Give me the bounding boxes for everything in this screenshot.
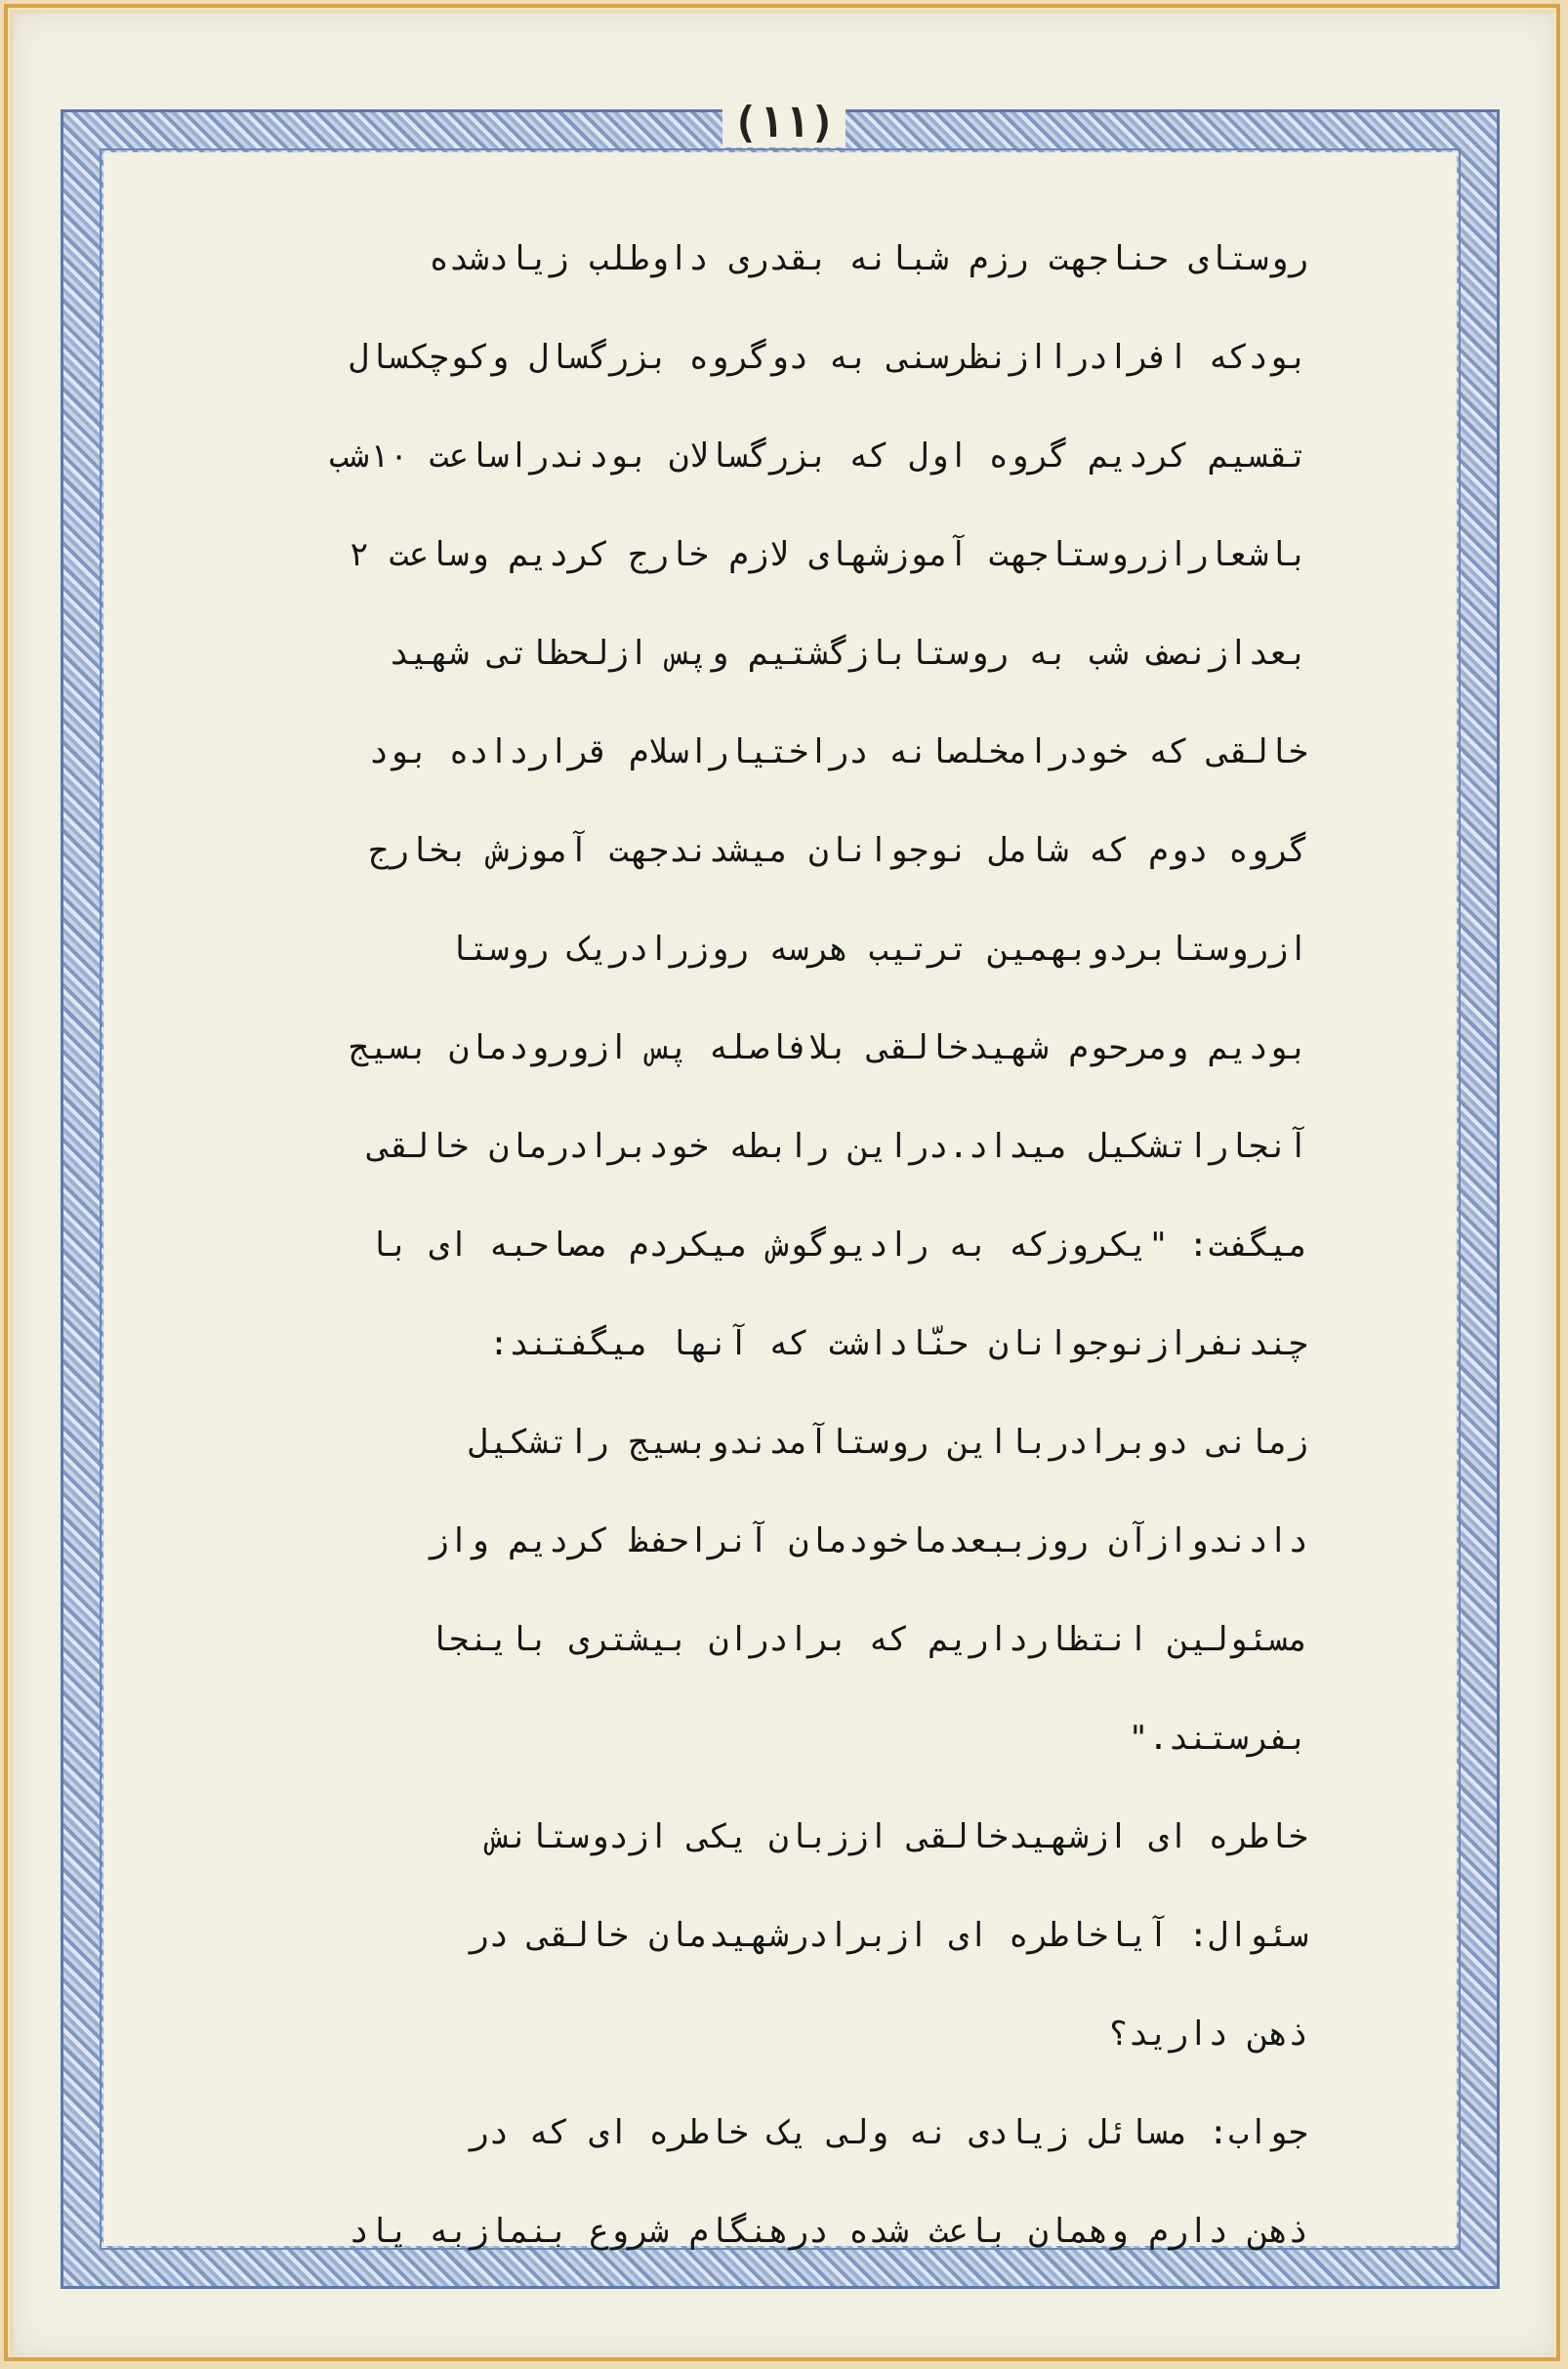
text-line: خالقی که خودرامخلصانه دراختیاراسلام قرارداده بود	[368, 732, 1308, 771]
text-line: ذهن دارم وهمان باعث شده درهنگام شروع بنمازبه یاد	[349, 2212, 1308, 2251]
text-line: بفرستند."	[1128, 1719, 1308, 1758]
text-line: ازروستابردوبهمین ترتیب هرسه روزرادریک روستا	[448, 930, 1308, 969]
body-text	[186, 210, 1308, 2251]
text-line: بودیم ومرحوم شهیدخالقی بلافاصله پس ازورودمان بسیج	[349, 1028, 1308, 1067]
section-heading: خاطره ای ازشهیدخالقی اززبان یکی ازدوستانش	[488, 1817, 1308, 1856]
text-line: زمانی دوبرادربااین روستاآمدندوبسیج راتشکیل	[469, 1423, 1308, 1462]
text-line: جواب: مسائل زیادی نه ولی یک خاطره ای که در	[469, 2113, 1308, 2152]
text-line: مسئولین انتظارداریم که برادران بیشتری باینجا	[429, 1620, 1308, 1659]
text-line: روستای حناجهت رزم شبانه بقدری داوطلب زیادشده	[429, 239, 1308, 278]
text-line: میگفت: "یکروزکه به رادیوگوش میکردم مصاحبه ای با	[368, 1226, 1308, 1265]
page-number	[0, 98, 1568, 147]
text-line: باشعارازروستاجهت آموزشهای لازم خارج کردیم وساعت ۲	[349, 535, 1308, 574]
text-line: بعدازنصف شب به روستابازگشتیم وپس ازلحظاتی شهید	[389, 634, 1308, 673]
text-line: چندنفرازنوجوانان حنّاداشت که آنها میگفتند:	[488, 1324, 1308, 1363]
text-line: بودکه افرادراازنظرسنی به دوگروه بزرگسال وکوچکسال	[349, 338, 1308, 377]
text-line: سئوال: آیاخاطره ای ازبرادرشهیدمان خالقی در	[469, 1916, 1308, 1955]
page-number-text: (۱۱)	[722, 98, 846, 147]
text-line: ذهن دارید؟	[1108, 2015, 1308, 2054]
text-line: آنجاراتشکیل میداد.دراین رابطه خودبرادرمان خالقی	[368, 1127, 1308, 1166]
text-line: گروه دوم که شامل نوجوانان میشدندجهت آموزش بخارج	[368, 831, 1308, 870]
text-line: تقسیم کردیم گروه اول که بزرگسالان بودندراساعت ۱۰شب	[328, 436, 1308, 476]
text-line: دادندوازآن روزببعدماخودمان آنراحفظ کردیم واز	[429, 1521, 1308, 1560]
